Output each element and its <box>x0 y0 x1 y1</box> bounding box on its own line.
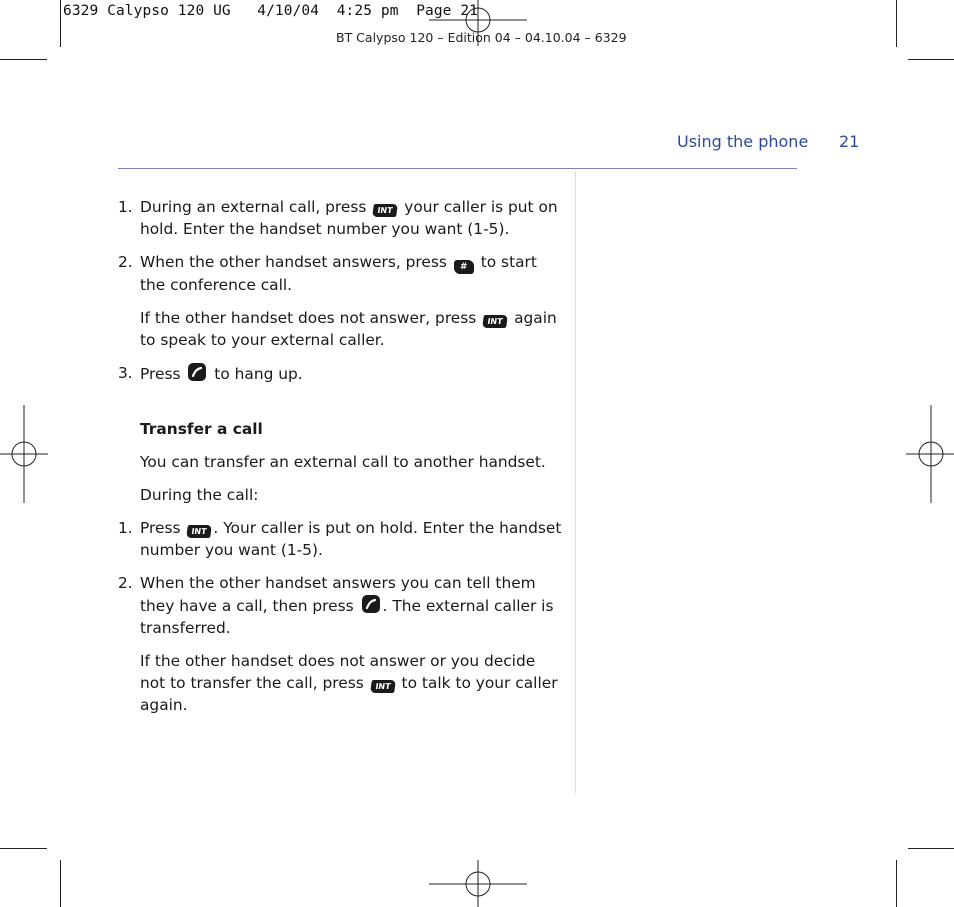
edition-line: BT Calypso 120 – Edition 04 – 04.10.04 – 6329 <box>336 30 627 45</box>
note-paragraph: If the other handset does not answer, press INT again to speak to your external caller. <box>140 309 557 349</box>
phone-handset-icon <box>187 362 207 382</box>
print-slug: 6329 Calypso 120 UG 4/10/04 4:25 pm Page 21 <box>63 3 478 19</box>
list-item: 2. When the other handset answers you can tell them they have a call, then press . The external caller is transferred. <box>118 574 554 637</box>
crop-mark <box>908 59 954 60</box>
crop-mark <box>0 59 47 60</box>
during-paragraph: During the call: <box>140 486 259 504</box>
int-key-icon: INT <box>186 525 212 538</box>
note-paragraph: If the other handset does not answer or you decide not to transfer the call, press INT to talk to your caller again. <box>140 652 558 714</box>
section-heading: Transfer a call <box>140 420 263 438</box>
crop-mark <box>896 860 897 907</box>
registration-mark-icon <box>429 860 527 907</box>
hash-key-icon: # <box>454 260 474 274</box>
crop-mark <box>60 0 61 47</box>
page-body <box>118 196 563 727</box>
intro-paragraph: You can transfer an external call to another handset. <box>140 453 546 471</box>
step-number: 2. <box>118 574 133 592</box>
step-number: 3. <box>118 364 133 382</box>
registration-mark-icon <box>429 0 527 46</box>
crop-mark <box>0 848 47 849</box>
crop-mark <box>896 0 897 47</box>
registration-mark-icon <box>906 405 954 503</box>
step-number: 1. <box>118 519 133 537</box>
phone-handset-icon <box>361 594 381 614</box>
list-item: 1. During an external call, press INT your caller is put on hold. Enter the handset number you want (1-5). <box>118 198 558 238</box>
header-rule <box>118 168 797 169</box>
registration-mark-icon <box>0 405 48 503</box>
section-title: Using the phone <box>677 132 809 151</box>
crop-mark <box>60 860 61 907</box>
step-number: 1. <box>118 198 133 216</box>
step-number: 2. <box>118 253 133 271</box>
int-key-icon: INT <box>482 315 508 328</box>
list-item: 2. When the other handset answers, press # to start the conference call. <box>118 253 537 294</box>
crop-mark <box>908 848 954 849</box>
page-number: 21 <box>839 132 860 151</box>
list-item: 3. Press to hang up. <box>118 364 303 383</box>
list-item: 1. Press INT . Your caller is put on hold. Enter the handset number you want (1-5). <box>118 519 562 559</box>
int-key-icon: INT <box>372 204 398 217</box>
column-divider <box>575 172 576 794</box>
int-key-icon: INT <box>370 680 396 693</box>
